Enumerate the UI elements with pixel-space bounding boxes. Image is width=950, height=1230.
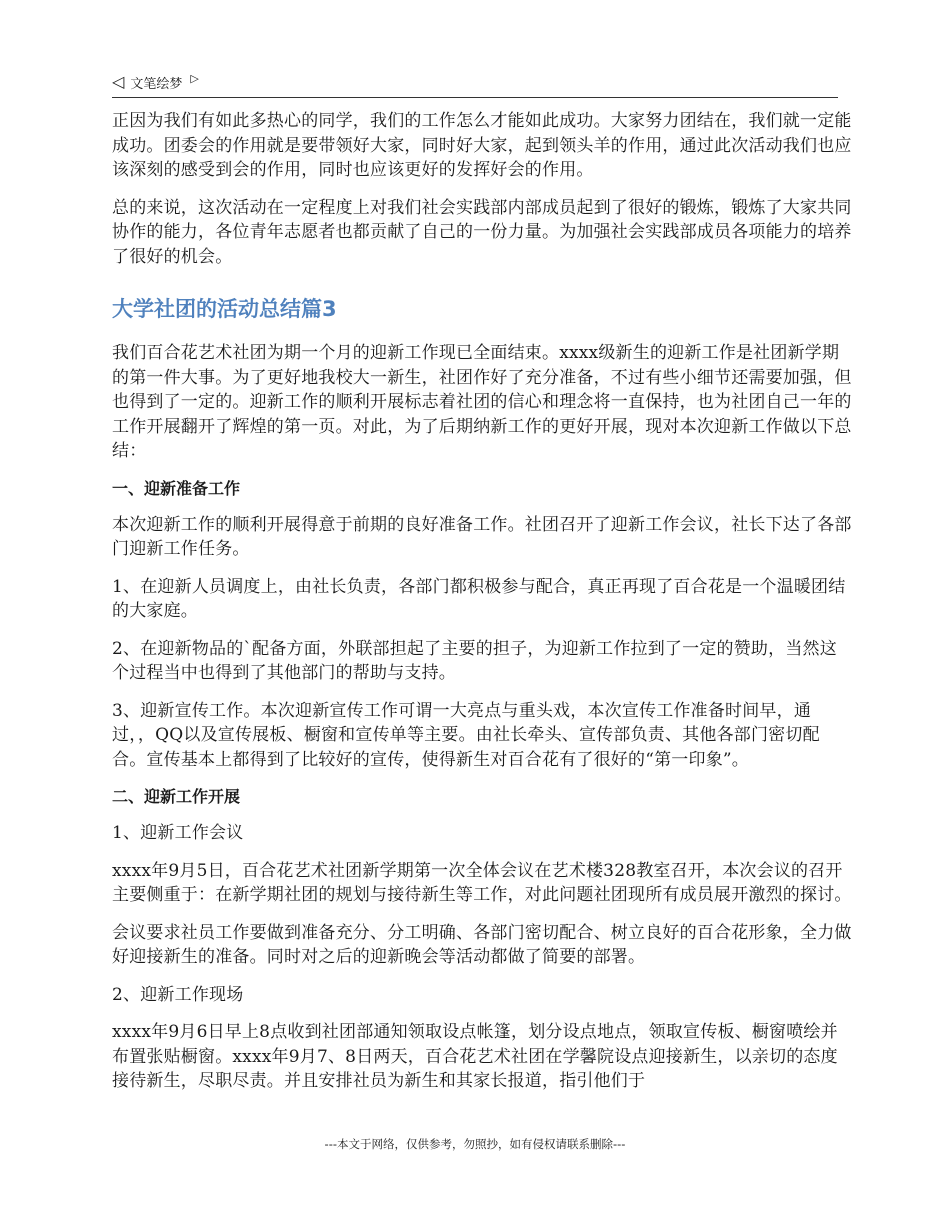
triangle-left-icon: ◁ bbox=[112, 72, 125, 91]
paragraph: 我们百合花艺术社团为期一个月的迎新工作现已全面结束。xxxx级新生的迎新工作是社团新学期的第一件大事。为了更好地我校大一新生，社团作好了充分准备，不过有些小细节还需要加强，但也得到了一定的。迎新工作的顺利开展标志着社团的信心和理念将一直保持，也为社团自己一年的工作开展翻开了辉煌的第一页。对此，为了后期纳新工作的更好开展，现对本次迎新工作做以下总结： bbox=[112, 343, 852, 461]
paragraph: 3、迎新宣传工作。本次迎新宣传工作可谓一大亮点与重头戏，本次宣传工作准备时间早，通过，，QQ以及宣传展板、橱窗和宣传单等主要。由社长牵头、宣传部负责、其他各部门密切配合。宣传基本上都得到了比较好的宣传，使得新生对百合花有了很好的“第一印象”。 bbox=[112, 700, 820, 770]
paragraph: 1、迎新工作会议 bbox=[112, 823, 244, 843]
header-divider bbox=[112, 97, 838, 98]
paragraph: xxxx年9月5日，百合花艺术社团新学期第一次全体会议在艺术楼328教室召开，本次会议的召开主要侧重于：在新学期社团的规划与接待新生等工作，对此问题社团现所有成员展开激烈的探讨。 bbox=[112, 860, 852, 905]
paragraph: 正因为我们有如此多热心的同学，我们的工作怎么才能如此成功。大家努力团结在，我们就一定能成功。团委会的作用就是要带领好大家，同时好大家，起到领头羊的作用，通过此次活动我们也应该深刻的感受到会的作用，同时也应该更好的发挥好会的作用。 bbox=[112, 111, 852, 180]
document-body bbox=[112, 109, 852, 1107]
paragraph: 会议要求社员工作要做到准备充分、分工明确、各部门密切配合、树立良好的百合花形象，全力做好迎接新生的准备。同时对之后的迎新晚会等活动都做了简要的部署。 bbox=[112, 922, 852, 967]
paragraph: 总的来说，这次活动在一定程度上对我们社会实践部内部成员起到了很好的锻炼，锻炼了大家共同协作的能力，各位青年志愿者也都贡献了自己的一份力量。为加强社会实践部成员各项能力的培养了很好的机会。 bbox=[112, 197, 852, 267]
paragraph: 2、迎新工作现场 bbox=[112, 984, 244, 1005]
paragraph: 2、在迎新物品的`配备方面，外联部担起了主要的担子，为迎新工作拉到了一定的赞助，当然这个过程当中也得到了其他部门的帮助与支持。 bbox=[112, 638, 837, 683]
page-header bbox=[112, 70, 838, 94]
footer-disclaimer: ---本文于网络，仅供参考，勿照抄，如有侵权请联系删除--- bbox=[324, 1137, 626, 1151]
paragraph: 1、在迎新人员调度上，由社长负责，各部门都积极参与配合，真正再现了百合花是一个温暖团结的大家庭。 bbox=[112, 576, 846, 621]
subheading: 一、迎新准备工作 bbox=[112, 478, 241, 498]
triangle-right-icon: ▷ bbox=[190, 71, 199, 85]
paragraph: 本次迎新工作的顺利开展得意于前期的良好准备工作。社团召开了迎新工作会议，社长下达了各部门迎新工作任务。 bbox=[112, 514, 852, 559]
subheading: 二、迎新工作开展 bbox=[112, 787, 241, 806]
paragraph: xxxx年9月6日早上8点收到社团部通知领取设点帐篷，划分设点地点，领取宣传板、橱窗喷绘并布置张贴橱窗。xxxx年9月7、8日两天，百合花艺术社团在学馨院设点迎接新生，以亲切的态度接待新生，尽职尽责。并且安排社员为新生和其家长报道，指引他们于 bbox=[112, 1022, 838, 1091]
brand-name: 文笔绘梦 bbox=[130, 76, 183, 92]
section-title: 大学社团的活动总结篇3 bbox=[112, 297, 337, 321]
